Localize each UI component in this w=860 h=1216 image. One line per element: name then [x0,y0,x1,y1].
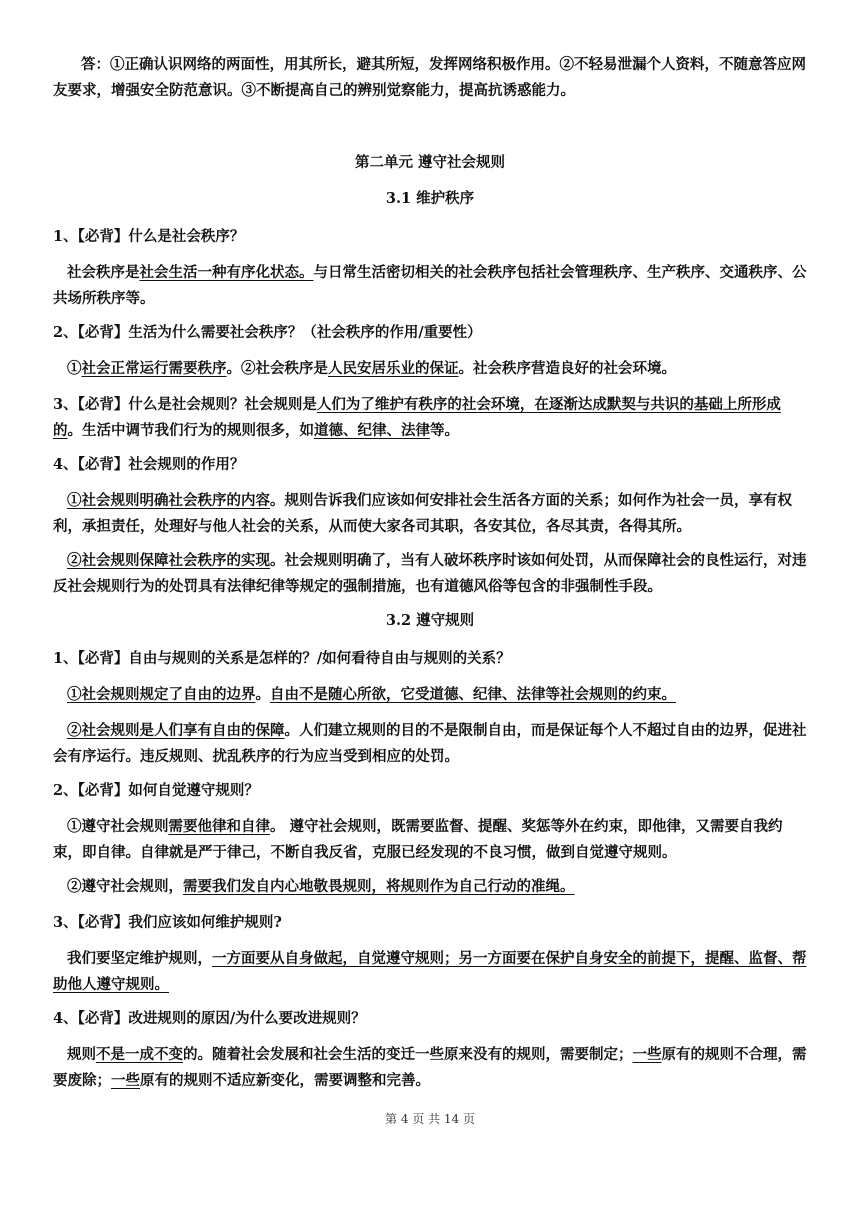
question-3-2-4: 4、【必背】改进规则的原因/为什么要改进规则？ [53,1010,366,1027]
question-3-2-1: 1、【必背】自由与规则的关系是怎样的？/如何看待自由与规则的关系？ [53,650,511,667]
question-3-1-4: 4、【必背】社会规则的作用？ [53,456,245,473]
question-3-1-2: 2、【必背】生活为什么需要社会秩序？（社会秩序的作用/重要性） [53,324,482,341]
intro-answer [53,52,809,104]
answer-3-2-1-2: ②社会规则是人们享有自由的保障。人们建立规则的目的不是限制自由，而是保证每个人不超过自由的边界，促进社会有序运行。违反规则、扰乱秩序的行为应当受到相应的处罚。 [53,722,807,765]
answer-3-2-3: 我们要坚定维护规则，一方面要从自身做起，自觉遵守规则；另一方面要在保护自身安全的前提下，提醒、监督、帮助他人遵守规则。 [53,950,807,993]
page-footer: 第 4 页 共 14 页 [385,1112,475,1126]
answer-3-1-2: ①社会正常运行需要秩序。②社会秩序是人民安居乐业的保证。社会秩序营造良好的社会环境。 [67,360,676,377]
question-3-1-3: 3、【必背】什么是社会规则？社会规则是人们为了维护有秩序的社会环境，在逐渐达成默契与共识的基础上所形成的。生活中调节我们行为的规则很多，如道德、纪律、法律等。 [53,396,781,439]
answer-3-1-4-1: ①社会规则明确社会秩序的内容。规则告诉我们应该如何安排社会生活各方面的关系；如何作为社会一员，享有权利，承担责任，处理好与他人社会的关系，从而使大家各司其职，各安其位，各尽其责，各得其所。 [53,492,792,535]
answer-3-2-2-1: ①遵守社会规则需要他律和自律。 遵守社会规则，既需要监督、提醒、奖惩等外在约束，即他律，又需要自我约束，即自律。自律就是严于律己，不断自我反省，克服已经发现的不良习惯，做到自觉遵守规则。 [53,818,783,861]
unit-title: 第二单元 遵守社会规则 [354,154,506,171]
answer-3-2-2-2: ②遵守社会规则，需要我们发自内心地敬畏规则，将规则作为自己行动的准绳。 [67,878,575,895]
answer-3-1-4-2: ②社会规则保障社会秩序的实现。社会规则明确了，当有人破坏秩序时该如何处罚，从而保障社会的良性运行，对违反社会规则行为的处罚具有法律纪律等规定的强制措施，也有道德风俗等包含的非强制性手段。 [53,552,807,595]
question-3-2-2: 2、【必背】如何自觉遵守规则？ [53,782,259,799]
answer-3-1-1: 社会秩序是社会生活一种有序化状态。与日常生活密切相关的社会秩序包括社会管理秩序、生产秩序、交通秩序、公共场所秩序等。 [53,264,807,307]
section-title-3-1: 3.1 维护秩序 [385,190,475,207]
question-3-2-3: 3、【必背】我们应该如何维护规则? [53,914,282,931]
section-title-3-2: 3.2 遵守规则 [385,612,475,629]
answer-3-2-4: 规则不是一成不变的。随着社会发展和社会生活的变迁一些原来没有的规则，需要制定；一些原有的规则不合理，需要废除；一些原有的规则不适应新变化，需要调整和完善。 [53,1046,807,1089]
intro-answer-text: 答：①正确认识网络的两面性，用其所长，避其所短，发挥网络积极作用。②不轻易泄漏个人资料，不随意答应网友要求，增强安全防范意识。③不断提高自己的辨别觉察能力，提高抗诱惑能力。 [53,56,806,99]
answer-3-2-1-1: ①社会规则规定了自由的边界。自由不是随心所欲，它受道德、纪律、法律等社会规则的约束。 [67,686,676,703]
question-3-1-1: 1、【必背】什么是社会秩序？ [53,228,245,245]
